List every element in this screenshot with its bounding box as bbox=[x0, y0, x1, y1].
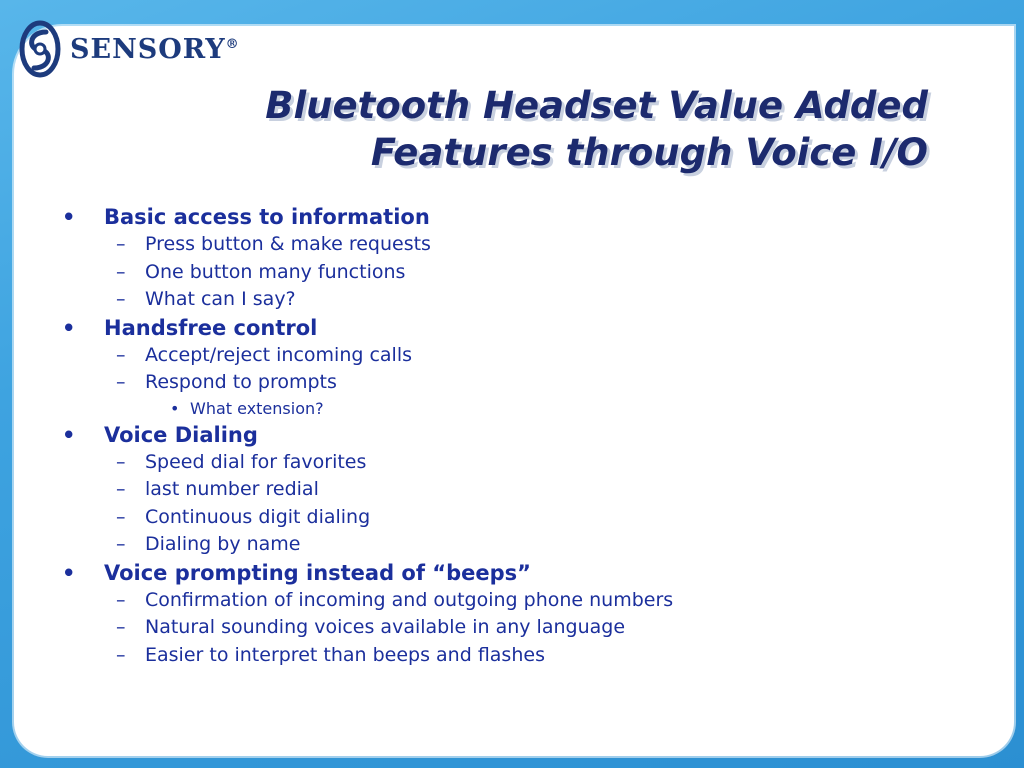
bullet-text: What extension? bbox=[190, 398, 324, 418]
sub-bullet-item bbox=[58, 449, 958, 477]
sub-bullet-item bbox=[58, 642, 958, 670]
bullet-text: Press button & make requests bbox=[145, 233, 431, 255]
sub-bullet-item bbox=[58, 614, 958, 642]
dash-marker: – bbox=[116, 450, 126, 473]
sub-bullet-item bbox=[58, 369, 958, 397]
sub-bullet-item bbox=[58, 531, 958, 559]
sub-bullet-item bbox=[58, 231, 958, 259]
bullet-marker: • bbox=[62, 315, 76, 340]
bullet-item bbox=[58, 203, 958, 231]
bullet-text: Confirmation of incoming and outgoing phone numbers bbox=[145, 588, 674, 611]
bullet-text: Continuous digit dialing bbox=[145, 505, 371, 528]
bullet-text: One button many functions bbox=[145, 260, 406, 283]
slide-title bbox=[168, 82, 928, 176]
bullet-text: Easier to interpret than beeps and flashes bbox=[145, 643, 545, 666]
dash-marker: – bbox=[116, 588, 126, 611]
bullet-text: Handsfree control bbox=[104, 315, 318, 340]
logo-wordmark: SENSORY® bbox=[70, 33, 240, 65]
bullet-text: Natural sounding voices available in any language bbox=[145, 616, 626, 638]
sub-bullet-item bbox=[58, 476, 958, 504]
bullet-text: Basic access to information bbox=[104, 205, 430, 229]
dash-marker: – bbox=[116, 478, 126, 500]
bullet-marker: • bbox=[62, 560, 76, 585]
dash-marker: – bbox=[116, 533, 126, 555]
bullet-text: Voice Dialing bbox=[104, 422, 258, 447]
bullet-text: Voice prompting instead of “beeps” bbox=[104, 560, 531, 585]
sub-bullet-item bbox=[58, 587, 958, 615]
bullet-marker: • bbox=[62, 205, 76, 229]
bullet-outline bbox=[58, 203, 958, 669]
dash-marker: – bbox=[116, 371, 126, 393]
sub-sub-bullet-item bbox=[58, 397, 958, 421]
bullet-marker: • bbox=[170, 398, 180, 418]
dash-marker: – bbox=[116, 288, 126, 310]
bullet-item bbox=[58, 314, 958, 342]
dash-marker: – bbox=[116, 616, 126, 638]
bullet-marker: • bbox=[62, 422, 76, 447]
dash-marker: – bbox=[116, 643, 126, 666]
dash-marker: – bbox=[116, 260, 126, 283]
sub-bullet-item bbox=[58, 504, 958, 532]
sensory-logo bbox=[18, 18, 240, 80]
slide-title-line-2: Features through Voice I/O bbox=[370, 131, 928, 174]
bullet-text: What can I say? bbox=[145, 288, 296, 310]
sub-bullet-item bbox=[58, 286, 958, 314]
slide-title-line-1: Bluetooth Headset Value Added bbox=[265, 84, 928, 127]
bullet-text: Respond to prompts bbox=[145, 371, 337, 393]
sub-bullet-item bbox=[58, 259, 958, 287]
dash-marker: – bbox=[116, 233, 126, 255]
bullet-text: last number redial bbox=[145, 478, 319, 500]
bullet-text: Accept/reject incoming calls bbox=[145, 343, 413, 366]
sub-bullet-item bbox=[58, 342, 958, 370]
bullet-item bbox=[58, 559, 958, 587]
bullet-text: Dialing by name bbox=[145, 533, 301, 555]
dash-marker: – bbox=[116, 505, 126, 528]
sensory-swirl-icon bbox=[18, 18, 62, 80]
dash-marker: – bbox=[116, 343, 126, 366]
bullet-text: Speed dial for favorites bbox=[145, 450, 367, 473]
bullet-item bbox=[58, 421, 958, 449]
